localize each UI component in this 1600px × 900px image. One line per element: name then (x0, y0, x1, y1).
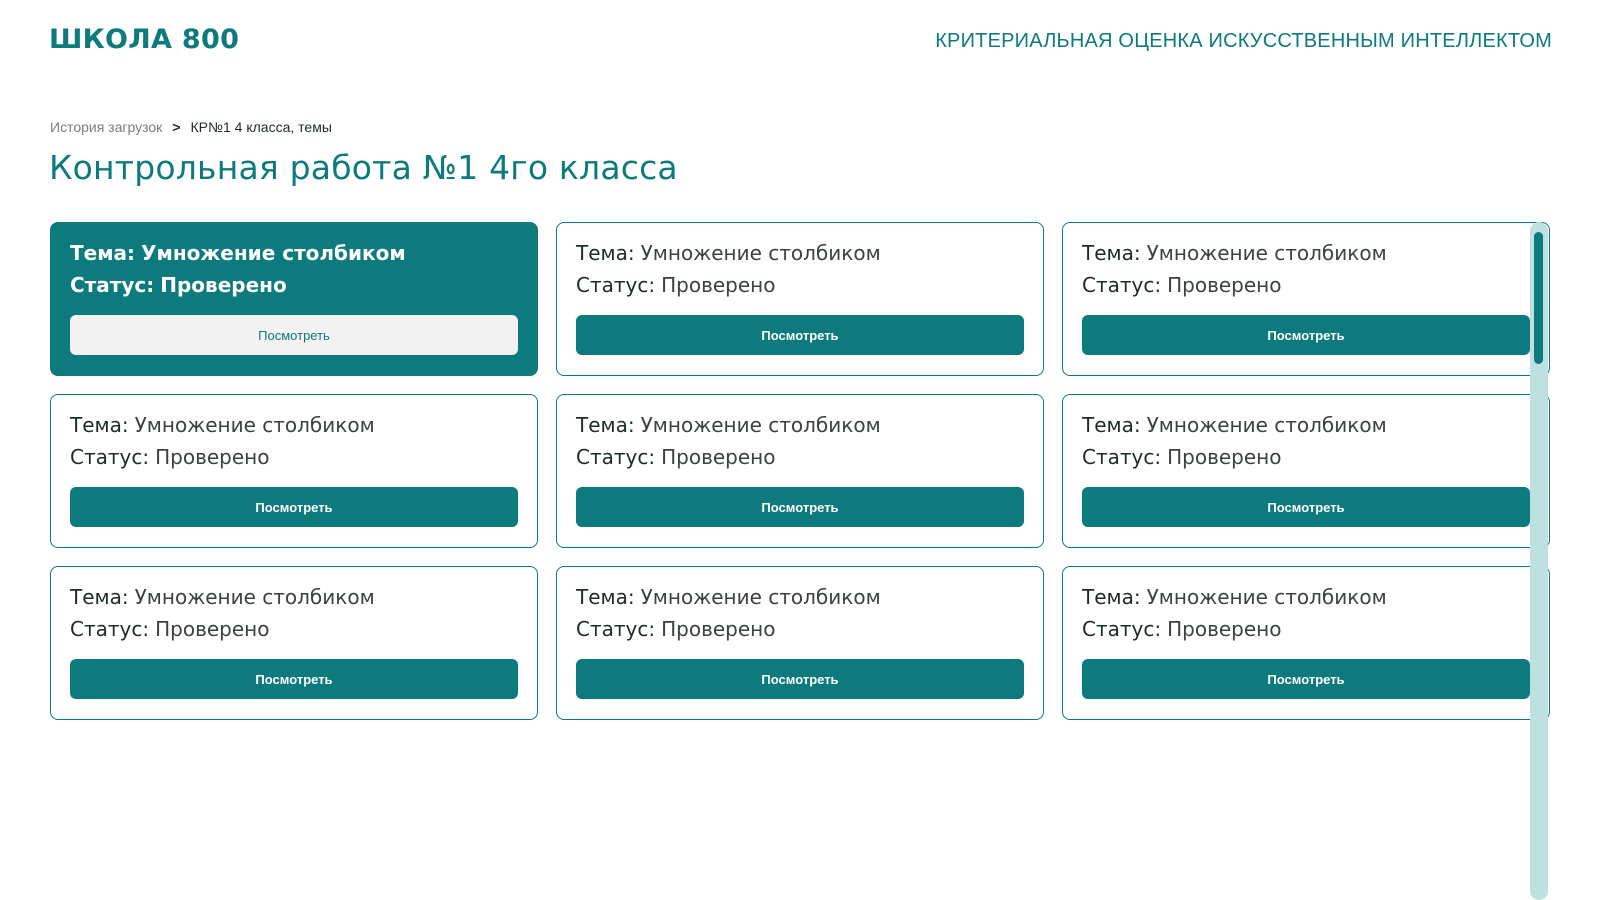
breadcrumb-separator: > (172, 119, 181, 135)
status-label: Статус: (70, 445, 150, 469)
work-card (1062, 566, 1550, 720)
topic-label: Тема: (1082, 585, 1141, 609)
work-cards-grid (50, 222, 1550, 720)
topic-label: Тема: (576, 241, 635, 265)
status-label: Статус: (1082, 273, 1162, 297)
status-value: Проверено (155, 445, 270, 469)
topic-label: Тема: (70, 413, 129, 437)
topic-value: Умножение столбиком (640, 241, 881, 265)
app-header (0, 0, 1600, 80)
view-button[interactable]: Посмотреть (70, 487, 518, 527)
view-button[interactable]: Посмотреть (70, 315, 518, 355)
scrollbar-thumb[interactable] (1534, 232, 1543, 364)
status-value: Проверено (661, 273, 776, 297)
view-button[interactable]: Посмотреть (70, 659, 518, 699)
work-card (50, 566, 538, 720)
topic-label: Тема: (70, 241, 136, 265)
topic-value: Умножение столбиком (134, 585, 375, 609)
status-value: Проверено (661, 445, 776, 469)
status-value: Проверено (1167, 273, 1282, 297)
view-button[interactable]: Посмотреть (576, 659, 1024, 699)
status-label: Статус: (1082, 445, 1162, 469)
breadcrumb (50, 119, 332, 135)
topic-value: Умножение столбиком (1146, 585, 1387, 609)
topic-value: Умножение столбиком (1146, 241, 1387, 265)
view-button[interactable]: Посмотреть (1082, 659, 1530, 699)
status-label: Статус: (576, 273, 656, 297)
status-value: Проверено (1167, 617, 1282, 641)
work-card (556, 222, 1044, 376)
status-value: Проверено (160, 273, 287, 297)
work-card (50, 394, 538, 548)
view-button[interactable]: Посмотреть (1082, 315, 1530, 355)
status-value: Проверено (1167, 445, 1282, 469)
scrollbar-track[interactable] (1530, 222, 1548, 900)
status-value: Проверено (661, 617, 776, 641)
topic-label: Тема: (70, 585, 129, 609)
work-card (556, 394, 1044, 548)
view-button[interactable]: Посмотреть (576, 315, 1024, 355)
status-label: Статус: (576, 445, 656, 469)
work-card (1062, 394, 1550, 548)
breadcrumb-upload-history-link[interactable]: История загрузок (50, 119, 163, 135)
view-button[interactable]: Посмотреть (576, 487, 1024, 527)
topic-label: Тема: (1082, 413, 1141, 437)
breadcrumb-current: КР№1 4 класса, темы (190, 119, 332, 135)
school-logo[interactable]: ШКОЛА 800 (49, 24, 240, 55)
status-label: Статус: (1082, 617, 1162, 641)
page-title: Контрольная работа №1 4го класса (49, 148, 678, 187)
status-value: Проверено (155, 617, 270, 641)
topic-value: Умножение столбиком (141, 241, 406, 265)
topic-label: Тема: (576, 413, 635, 437)
view-button[interactable]: Посмотреть (1082, 487, 1530, 527)
work-card (50, 222, 538, 376)
header-tagline: КРИТЕРИАЛЬНАЯ ОЦЕНКА ИСКУССТВЕННЫМ ИНТЕЛЛЕКТОМ (935, 30, 1552, 52)
work-card (1062, 222, 1550, 376)
work-card (556, 566, 1044, 720)
topic-value: Умножение столбиком (1146, 413, 1387, 437)
topic-value: Умножение столбиком (640, 585, 881, 609)
status-label: Статус: (70, 617, 150, 641)
topic-label: Тема: (576, 585, 635, 609)
topic-value: Умножение столбиком (134, 413, 375, 437)
status-label: Статус: (576, 617, 656, 641)
status-label: Статус: (70, 273, 155, 297)
topic-label: Тема: (1082, 241, 1141, 265)
topic-value: Умножение столбиком (640, 413, 881, 437)
